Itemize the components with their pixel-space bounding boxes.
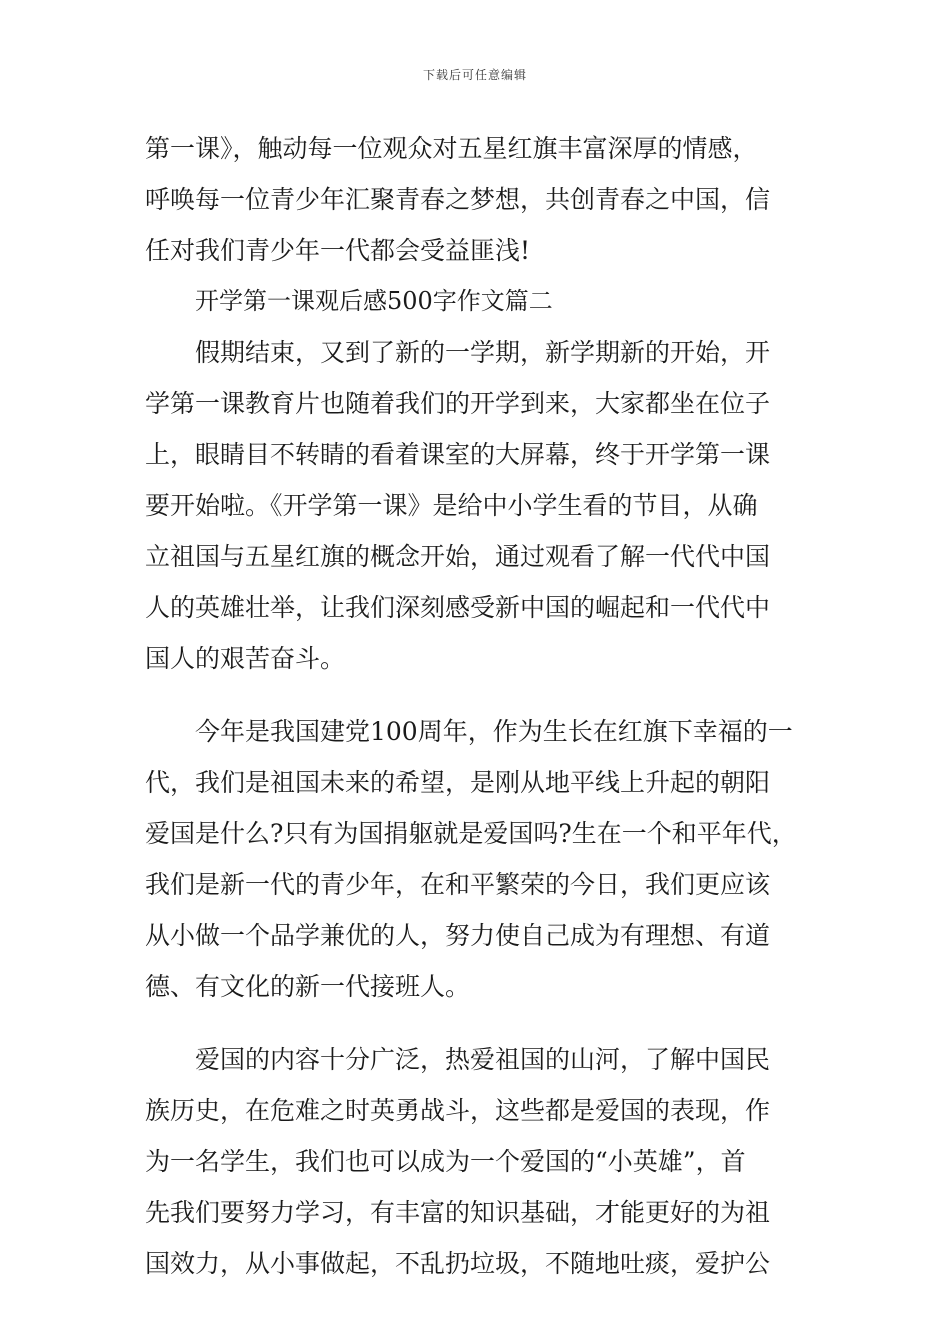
text-line: 学第一课教育片也随着我们的开学到来，大家都坐在位子 xyxy=(145,389,771,418)
document-body xyxy=(145,123,810,1289)
text-line: 假期结束，又到了新的一学期，新学期新的开始，开 xyxy=(145,338,771,367)
text-line: 爱国的内容十分广泛，热爱祖国的山河，了解中国民 xyxy=(145,1045,771,1074)
text-line: 任对我们青少年一代都会受益匪浅! xyxy=(145,236,531,265)
text-line: 从小做一个品学兼优的人，努力使自己成为有理想、有道 xyxy=(145,921,771,950)
text-line: 呼唤每一位青少年汇聚青春之梦想，共创青春之中国，信 xyxy=(145,185,771,214)
text-line: 国效力，从小事做起，不乱扔垃圾，不随地吐痰，爱护公 xyxy=(145,1249,771,1278)
text-line: 德、有文化的新一代接班人。 xyxy=(145,972,471,1001)
section-title: 开学第一课观后感500字作文篇二 xyxy=(195,287,553,315)
text-line: 代，我们是祖国未来的希望，是刚从地平线上升起的朝阳 xyxy=(145,768,771,797)
text-line: 第一课》，触动每一位观众对五星红旗丰富深厚的情感， xyxy=(145,134,758,163)
text-line: 上，眼睛目不转睛的看着课室的大屏幕，终于开学第一课 xyxy=(145,440,771,469)
paragraph xyxy=(145,1034,810,1289)
text-line: 爱国是什么?只有为国捐躯就是爱国吗?生在一个和平年代， xyxy=(145,819,797,848)
page-header: 下载后可任意编辑 xyxy=(422,68,527,82)
text-line: 为一名学生，我们也可以成为一个爱国的“小英雄”，首 xyxy=(145,1147,746,1176)
text-line: 国人的艰苦奋斗。 xyxy=(145,644,346,673)
text-line: 先我们要努力学习，有丰富的知识基础，才能更好的为祖 xyxy=(145,1198,771,1227)
paragraph xyxy=(145,327,810,684)
text-line: 人的英雄壮举，让我们深刻感受新中国的崛起和一代代中 xyxy=(145,593,771,622)
text-line: 族历史，在危难之时英勇战斗，这些都是爱国的表现，作 xyxy=(145,1096,771,1125)
paragraph-gap xyxy=(145,684,810,706)
text-line: 要开始啦。《开学第一课》是给中小学生看的节目，从确 xyxy=(145,491,758,520)
text-line: 立祖国与五星红旗的概念开始，通过观看了解一代代中国 xyxy=(145,542,771,571)
text-line: 我们是新一代的青少年，在和平繁荣的今日，我们更应该 xyxy=(145,870,771,899)
paragraph xyxy=(145,706,810,1012)
paragraph-continuation xyxy=(145,123,810,276)
paragraph-gap xyxy=(145,1012,810,1034)
text-line: 今年是我国建党100周年，作为生长在红旗下幸福的一 xyxy=(145,717,793,746)
